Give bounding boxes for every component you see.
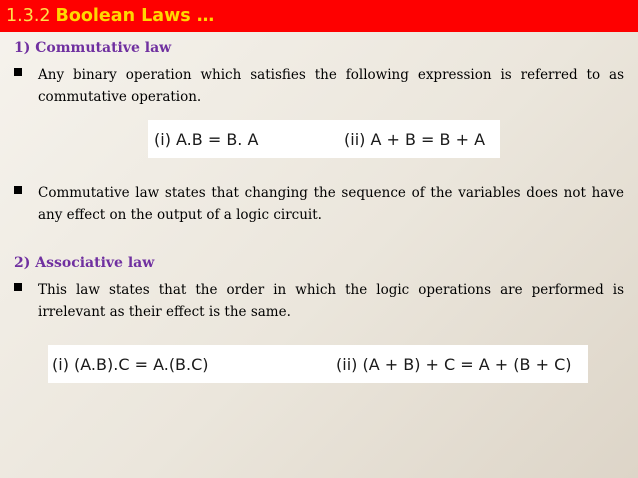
- commutative-formula-and: (i) A.B = B. A: [154, 129, 259, 149]
- associative-formula-image: [48, 345, 588, 383]
- associative-bullet-1: [14, 279, 624, 323]
- slide-title-bar: [0, 0, 638, 32]
- commutative-bullet-1: [14, 64, 624, 108]
- associative-formula-or: (ii) (A + B) + C = A + (B + C): [336, 354, 572, 374]
- commutative-formula-image: [148, 120, 500, 158]
- commutative-bullet-2: [14, 182, 624, 226]
- slide-title: Boolean Laws …: [55, 6, 215, 26]
- associative-law-heading: 2) Associative law: [14, 255, 155, 271]
- bullet-text: This law states that the order in which the logic operations are performed is irrelevant as their effect is the same.: [38, 282, 624, 320]
- commutative-law-heading: 1) Commutative law: [14, 40, 172, 56]
- commutative-formula-or: (ii) A + B = B + A: [344, 129, 486, 149]
- square-bullet-icon: [14, 283, 22, 291]
- bullet-text: Commutative law states that changing the sequence of the variables does not have any effect on the output of a logic circuit.: [38, 185, 624, 223]
- square-bullet-icon: [14, 186, 22, 194]
- bullet-text: Any binary operation which satisfies the following expression is referred to as commutative operation.: [38, 67, 624, 105]
- square-bullet-icon: [14, 68, 22, 76]
- section-number: 1.3.2: [6, 6, 51, 26]
- associative-formula-and: (i) (A.B).C = A.(B.C): [52, 354, 209, 374]
